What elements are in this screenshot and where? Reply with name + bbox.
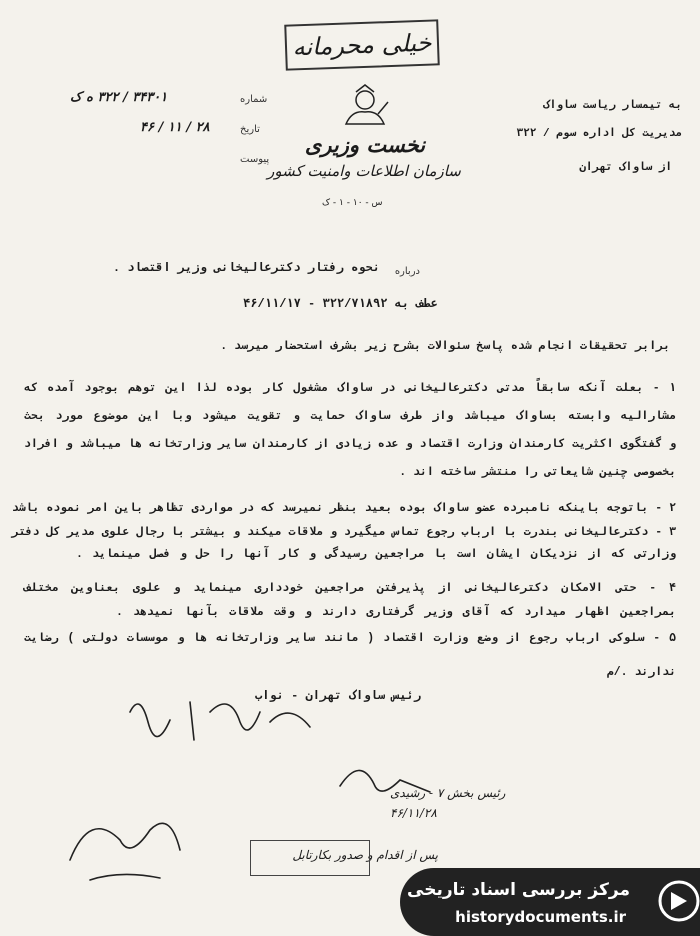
chief-handwritten-signature xyxy=(120,682,320,752)
section-head-date: ۴۶/۱۱/۲۸ xyxy=(390,806,437,820)
subject-text: نحوه رفتار دکترعالیخانی وزیر اقتصاد . xyxy=(112,261,380,275)
margin-handwritten-note xyxy=(60,800,190,890)
organization-title: سازمان اطلاعات وامنیت کشور xyxy=(267,162,461,180)
number-label: شماره xyxy=(240,94,268,105)
archive-title: مرکز بررسی اسناد تاریخی xyxy=(407,880,630,900)
ministry-title: نخست وزیری xyxy=(304,132,426,157)
body-line: ۲ - باتوجه باینکه نامبرده عضو ساواک بوده بعید بنظر نمیرسد که در مواردی تظاهر باین امر نموده باشد xyxy=(11,502,676,515)
section-head-label: رئیس بخش ۷ - رشیدی xyxy=(390,786,506,800)
sender: از ساواک تهران xyxy=(579,162,672,174)
subject-label: درباره xyxy=(394,266,420,277)
received-stamp xyxy=(250,840,370,876)
body-line: و گفتگوی اکثریت کارمندان وزارت اقتصاد و عده زیادی از کارمندان سایر وزارتخانه ها میباشد و افراد xyxy=(24,438,676,451)
body-line: بمراجعین اظهار میدارد که آقای وزیر گرفتاری دارند و وقت ملاقات بآنها نمیدهد . xyxy=(116,606,676,619)
body-line: وزارتی که از نزدیکان ایشان است با مراجعین رسیدگی و کار آنها را حل و فصل مینماید . xyxy=(76,548,676,561)
subject-reference: عطف به ۳۲۲/۷۱۸۹۲ - ۴۶/۱۱/۱۷ xyxy=(243,297,438,311)
body-line: بخصوصی چنین شایعاتی را منتشر ساخته اند . xyxy=(399,466,676,479)
classification-stamp: خیلی محرمانه xyxy=(284,19,440,70)
body-intro: برابر تحقیقات انجام شده پاسخ سئوالات بشرح زیر بشرف استحضار میرسد . xyxy=(220,340,670,353)
form-code: س - ۱۰ - ۱ - ک xyxy=(322,198,383,208)
attachment-label: پیوست xyxy=(240,154,270,165)
body-line: مشارالیه وابسته بساواک میباشد واز طرف ساواک حمایت و تقویت میشود وبا این موضوع مورد بحث xyxy=(24,410,676,423)
archive-url: historydocuments.ir xyxy=(455,908,626,926)
lion-and-sun-emblem-icon xyxy=(338,84,392,134)
recipient-dept: مدیریت کل اداره سوم / ۳۲۲ xyxy=(516,128,682,140)
body-line: ۱ - بعلت آنکه سابقاً مدتی دکترعالیخانی در ساواک مشغول کار بوده لذا این توهم بوجود آمده که xyxy=(24,382,676,395)
recipient-to: به تیمسار ریاست ساواک xyxy=(542,100,682,112)
body-line: ۴ - حتی الامکان دکترعالیخانی از پذیرفتن مراجعین خودداری مینماید و علوی بعناوین مختلف xyxy=(24,582,676,595)
date-label: تاریخ xyxy=(240,124,260,135)
section-head-handwritten-signature xyxy=(330,756,450,806)
body-line: ندارند ./م xyxy=(606,666,676,679)
date-value: ۲۸ / ۱۱ / ۴۶ xyxy=(140,120,210,135)
archive-watermark xyxy=(400,868,700,936)
number-value: ۳۴۳۰۱ / ۳۲۲ ه ک xyxy=(70,90,168,105)
archive-logo-icon xyxy=(658,878,700,924)
body-line: ۵ - سلوکی ارباب رجوع از وضع وزارت اقتصاد ( مانند سایر وزارتخانه ها و موسسات دولتی ) رضایت xyxy=(24,632,676,645)
routing-note: پس از اقدام و صدور بکارتابل xyxy=(292,848,438,862)
chief-signature-label: رئیس ساواک تهران - نواب xyxy=(255,689,422,703)
body-line: ۳ - دکترعالیخانی بندرت با ارباب رجوع تماس میگیرد و ملاقات میکند و بیشتر با رجال علوی مدیر کل دفتر xyxy=(11,526,676,539)
